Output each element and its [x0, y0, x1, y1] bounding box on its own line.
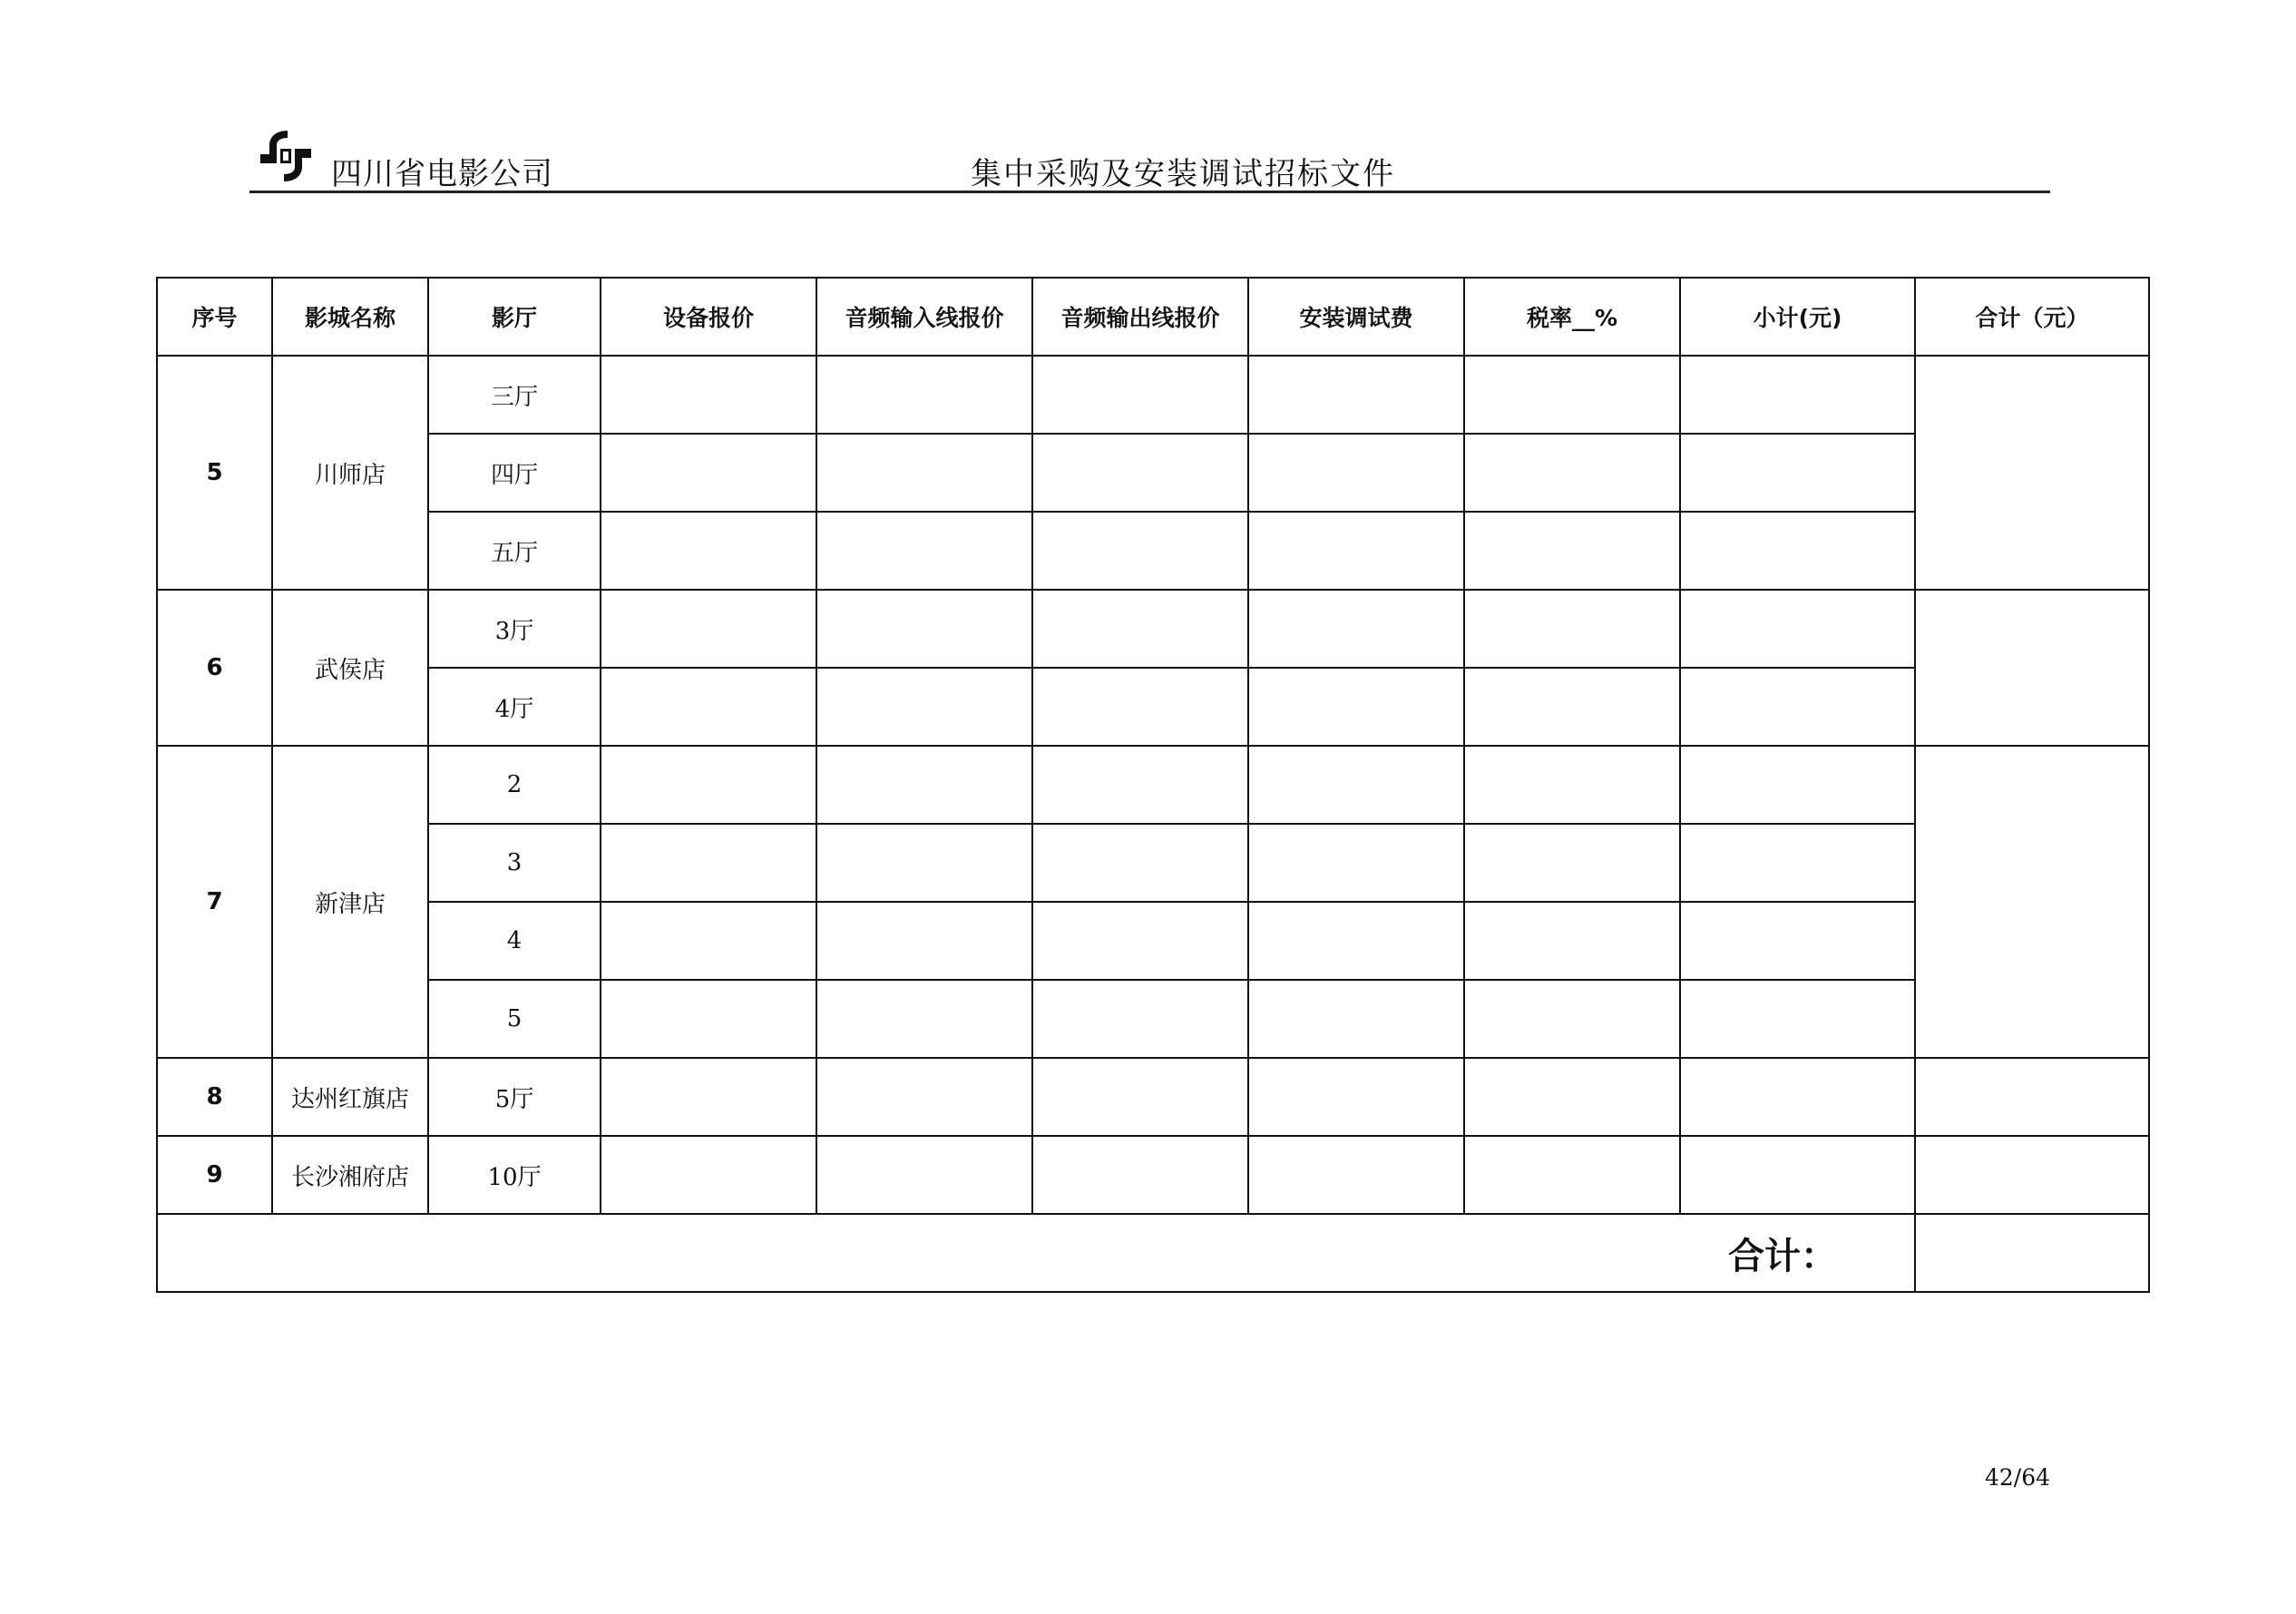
installation-fee-cell[interactable]	[1248, 824, 1464, 902]
subtotal-cell[interactable]	[1680, 980, 1915, 1058]
tax-cell[interactable]	[1464, 1058, 1680, 1136]
cinema-cell: 武侯店	[272, 590, 428, 746]
hall-cell: 4	[428, 902, 601, 980]
header-installation-fee: 安装调试费	[1248, 278, 1464, 356]
audio-input-price-cell[interactable]	[816, 824, 1032, 902]
installation-fee-cell[interactable]	[1248, 668, 1464, 746]
table-row	[157, 746, 2149, 824]
table-row	[157, 824, 2149, 902]
audio-output-price-cell[interactable]	[1032, 1058, 1248, 1136]
audio-input-price-cell[interactable]	[816, 590, 1032, 668]
table-row	[157, 434, 2149, 512]
tax-cell[interactable]	[1464, 590, 1680, 668]
group-total-cell[interactable]	[1915, 356, 2149, 590]
equipment-price-cell[interactable]	[601, 980, 816, 1058]
equipment-price-cell[interactable]	[601, 1136, 816, 1214]
header-hall: 影厅	[428, 278, 601, 356]
table-row	[157, 1136, 2149, 1214]
tax-cell[interactable]	[1464, 902, 1680, 980]
cinema-cell: 川师店	[272, 356, 428, 590]
company-name: 四川省电影公司	[331, 156, 553, 192]
equipment-price-cell[interactable]	[601, 902, 816, 980]
seq-cell: 9	[157, 1136, 272, 1214]
seq-cell: 8	[157, 1058, 272, 1136]
hall-cell: 5厅	[428, 1058, 601, 1136]
audio-input-price-cell[interactable]	[816, 1058, 1032, 1136]
cinema-cell: 新津店	[272, 746, 428, 1058]
audio-output-price-cell[interactable]	[1032, 668, 1248, 746]
hall-cell: 三厅	[428, 356, 601, 434]
header-total: 合计（元）	[1915, 278, 2149, 356]
hall-cell: 5	[428, 980, 601, 1058]
subtotal-cell[interactable]	[1680, 902, 1915, 980]
audio-input-price-cell[interactable]	[816, 902, 1032, 980]
header-subtotal: 小计(元)	[1680, 278, 1915, 356]
tax-cell[interactable]	[1464, 668, 1680, 746]
audio-input-price-cell[interactable]	[816, 1136, 1032, 1214]
header-audio-input-price: 音频输入线报价	[816, 278, 1032, 356]
equipment-price-cell[interactable]	[601, 512, 816, 590]
audio-output-price-cell[interactable]	[1032, 434, 1248, 512]
subtotal-cell[interactable]	[1680, 590, 1915, 668]
installation-fee-cell[interactable]	[1248, 746, 1464, 824]
audio-input-price-cell[interactable]	[816, 434, 1032, 512]
table-row	[157, 902, 2149, 980]
audio-output-price-cell[interactable]	[1032, 512, 1248, 590]
audio-output-price-cell[interactable]	[1032, 356, 1248, 434]
audio-input-price-cell[interactable]	[816, 980, 1032, 1058]
equipment-price-cell[interactable]	[601, 356, 816, 434]
header-cinema: 影城名称	[272, 278, 428, 356]
cinema-cell: 长沙湘府店	[272, 1136, 428, 1214]
hall-cell: 4厅	[428, 668, 601, 746]
table-row	[157, 1058, 2149, 1136]
grand-total-label-cell	[157, 1214, 1915, 1292]
tax-cell[interactable]	[1464, 980, 1680, 1058]
tax-cell[interactable]	[1464, 356, 1680, 434]
installation-fee-cell[interactable]	[1248, 1058, 1464, 1136]
grand-total-row	[157, 1214, 2149, 1292]
hall-cell: 2	[428, 746, 601, 824]
table-row	[157, 512, 2149, 590]
seq-cell: 5	[157, 356, 272, 590]
audio-output-price-cell[interactable]	[1032, 824, 1248, 902]
header-equipment-price: 设备报价	[601, 278, 816, 356]
installation-fee-cell[interactable]	[1248, 902, 1464, 980]
tax-cell[interactable]	[1464, 824, 1680, 902]
audio-output-price-cell[interactable]	[1032, 980, 1248, 1058]
table-row	[157, 590, 2149, 668]
header-seq: 序号	[157, 278, 272, 356]
company-logo-icon	[257, 127, 315, 185]
equipment-price-cell[interactable]	[601, 668, 816, 746]
subtotal-cell[interactable]	[1680, 512, 1915, 590]
audio-output-price-cell[interactable]	[1032, 902, 1248, 980]
group-total-cell[interactable]	[1915, 1136, 2149, 1214]
equipment-price-cell[interactable]	[601, 434, 816, 512]
subtotal-cell[interactable]	[1680, 824, 1915, 902]
grand-total-label: 合计：	[1728, 1235, 1837, 1277]
hall-cell: 3厅	[428, 590, 601, 668]
audio-input-price-cell[interactable]	[816, 512, 1032, 590]
equipment-price-cell[interactable]	[601, 824, 816, 902]
subtotal-cell[interactable]	[1680, 1136, 1915, 1214]
tax-cell[interactable]	[1464, 746, 1680, 824]
audio-input-price-cell[interactable]	[816, 668, 1032, 746]
header-row	[157, 278, 2149, 356]
installation-fee-cell[interactable]	[1248, 356, 1464, 434]
subtotal-cell[interactable]	[1680, 356, 1915, 434]
seq-cell: 6	[157, 590, 272, 746]
group-total-cell[interactable]	[1915, 590, 2149, 746]
hall-cell: 10厅	[428, 1136, 601, 1214]
group-total-cell[interactable]	[1915, 1058, 2149, 1136]
subtotal-cell[interactable]	[1680, 746, 1915, 824]
audio-output-price-cell[interactable]	[1032, 746, 1248, 824]
header-tax-rate: 税率__%	[1464, 278, 1680, 356]
hall-cell: 四厅	[428, 434, 601, 512]
page-number: 42/64	[1985, 1464, 2051, 1491]
audio-output-price-cell[interactable]	[1032, 1136, 1248, 1214]
group-total-cell[interactable]	[1915, 746, 2149, 1058]
installation-fee-cell[interactable]	[1248, 434, 1464, 512]
audio-input-price-cell[interactable]	[816, 356, 1032, 434]
tax-cell[interactable]	[1464, 434, 1680, 512]
installation-fee-cell[interactable]	[1248, 590, 1464, 668]
grand-total-value-cell[interactable]	[1915, 1214, 2149, 1292]
equipment-price-cell[interactable]	[601, 1058, 816, 1136]
installation-fee-cell[interactable]	[1248, 1136, 1464, 1214]
quotation-table	[156, 277, 2150, 1293]
audio-input-price-cell[interactable]	[816, 746, 1032, 824]
tax-cell[interactable]	[1464, 512, 1680, 590]
tax-cell[interactable]	[1464, 1136, 1680, 1214]
cinema-cell: 达州红旗店	[272, 1058, 428, 1136]
page-header	[249, 125, 2050, 193]
seq-cell: 7	[157, 746, 272, 1058]
equipment-price-cell[interactable]	[601, 746, 816, 824]
table-row	[157, 668, 2149, 746]
header-audio-output-price: 音频输出线报价	[1032, 278, 1248, 356]
installation-fee-cell[interactable]	[1248, 980, 1464, 1058]
hall-cell: 3	[428, 824, 601, 902]
subtotal-cell[interactable]	[1680, 668, 1915, 746]
equipment-price-cell[interactable]	[601, 590, 816, 668]
document-title: 集中采购及安装调试招标文件	[971, 156, 1395, 192]
table-row	[157, 980, 2149, 1058]
subtotal-cell[interactable]	[1680, 434, 1915, 512]
subtotal-cell[interactable]	[1680, 1058, 1915, 1136]
table-row	[157, 356, 2149, 434]
audio-output-price-cell[interactable]	[1032, 590, 1248, 668]
installation-fee-cell[interactable]	[1248, 512, 1464, 590]
hall-cell: 五厅	[428, 512, 601, 590]
